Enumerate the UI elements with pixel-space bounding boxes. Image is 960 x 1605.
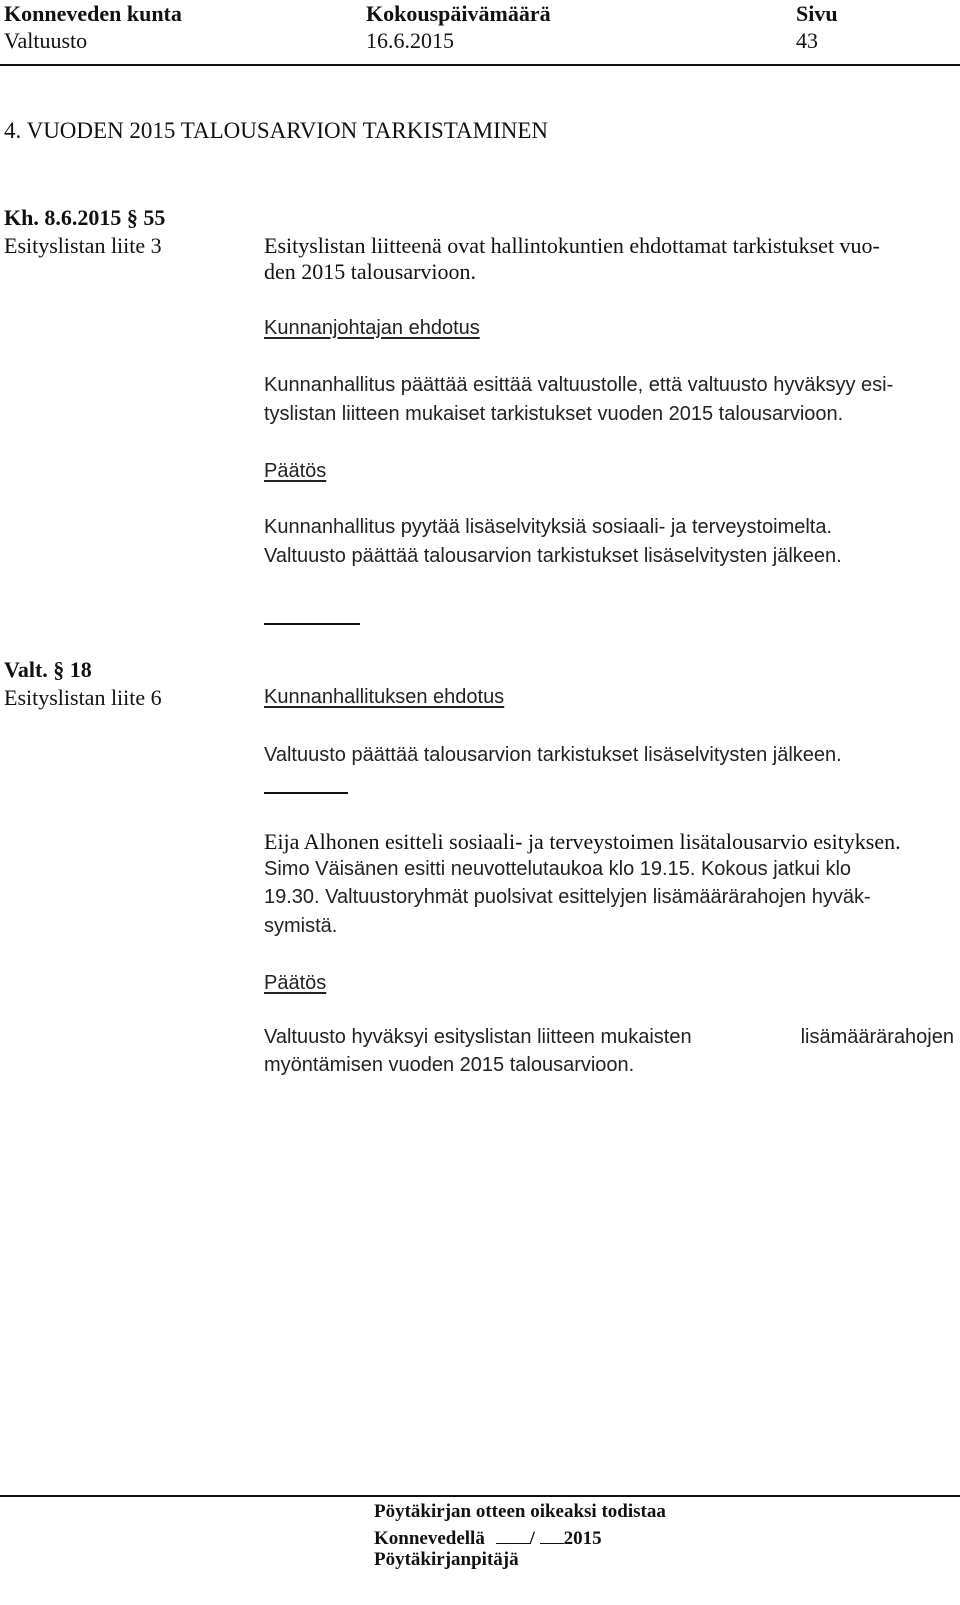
section2-proposal-heading: Kunnanhallituksen ehdotus — [264, 686, 505, 708]
section1-ref — [4, 205, 165, 231]
section1-intro-line1: Esityslistan liitteenä ovat hallintokuntien ehdottamat tarkistukset vuo- — [264, 233, 880, 258]
section1-proposal-heading: Kunnanjohtajan ehdotus — [264, 317, 480, 339]
section2-ref-text: Valt. § 18 — [4, 657, 92, 682]
day-blank[interactable] — [496, 1525, 530, 1544]
certification-line: Pöytäkirjan otteen oikeaksi todistaa — [374, 1501, 666, 1522]
meeting-date: 16.6.2015 — [366, 28, 454, 53]
body-name: Valtuusto — [4, 28, 88, 53]
section2-decision-line1a: Valtuusto hyväksyi esityslistan liitteen mukaisten — [264, 1026, 692, 1048]
header-rule — [0, 64, 960, 66]
section2-decision-heading: Päätös — [264, 972, 327, 994]
section1-end-rule — [264, 623, 360, 625]
month-blank[interactable] — [540, 1525, 564, 1544]
page-label: Sivu — [796, 1, 838, 26]
section2-proposal-text: Valtuusto päättää talousarvion tarkistukset lisäselvitysten jälkeen. — [264, 744, 842, 766]
section1-intro-line2: den 2015 talousarvioon. — [264, 259, 477, 284]
section2-notes-line1: Eija Alhonen esitteli sosiaali- ja terveystoimen lisätalousarvio esityksen. — [264, 829, 901, 854]
section2-notes-line3: 19.30. Valtuustoryhmät puolsivat esittelyjen lisämäärärahojen hyväk- — [264, 886, 871, 908]
section2-proposal-rule — [264, 792, 348, 794]
section2-decision-line2: myöntämisen vuoden 2015 talousarvioon. — [264, 1054, 635, 1076]
section2-notes-line2: Simo Väisänen esitti neuvottelutaukoa klo 19.15. Kokous jatkui klo — [264, 858, 852, 880]
section1-ref-text: Kh. 8.6.2015 § 55 — [4, 205, 166, 230]
certification-place: Konnevedellä — [374, 1528, 485, 1549]
section1-decision-line1: Kunnanhallitus pyytää lisäselvityksiä sosiaali- ja terveystoimelta. — [264, 516, 833, 538]
certification-year: 2015 — [563, 1528, 602, 1549]
certifier-title: Pöytäkirjanpitäjä — [374, 1549, 519, 1570]
page-number: 43 — [796, 28, 818, 53]
section1-proposal-line2: tyslistan liitteen mukaiset tarkistukset vuoden 2015 talousarvioon. — [264, 403, 844, 425]
section2-decision-line1 — [264, 1026, 954, 1049]
certification-place-line — [374, 1525, 602, 1550]
section1-proposal-line1: Kunnanhallitus päättää esittää valtuustolle, että valtuusto hyväksyy esi- — [264, 374, 894, 396]
section1-decision-heading: Päätös — [264, 460, 327, 482]
date-separator: / — [529, 1528, 535, 1549]
section2-ref — [4, 657, 92, 683]
section1-decision-line2: Valtuusto päättää talousarvion tarkistukset lisäselvitysten jälkeen. — [264, 545, 842, 567]
footer-rule — [0, 1495, 960, 1497]
org-name: Konneveden kunta — [4, 1, 182, 26]
section2-decision-line1b: lisämäärärahojen — [800, 1026, 954, 1048]
section2-notes-line4: symistä. — [264, 915, 338, 937]
section1-attachment: Esityslistan liite 3 — [4, 233, 162, 258]
date-label: Kokouspäivämäärä — [366, 1, 551, 26]
page-title: 4. VUODEN 2015 TALOUSARVION TARKISTAMINEN — [4, 118, 548, 143]
section2-attachment: Esityslistan liite 6 — [4, 685, 162, 710]
